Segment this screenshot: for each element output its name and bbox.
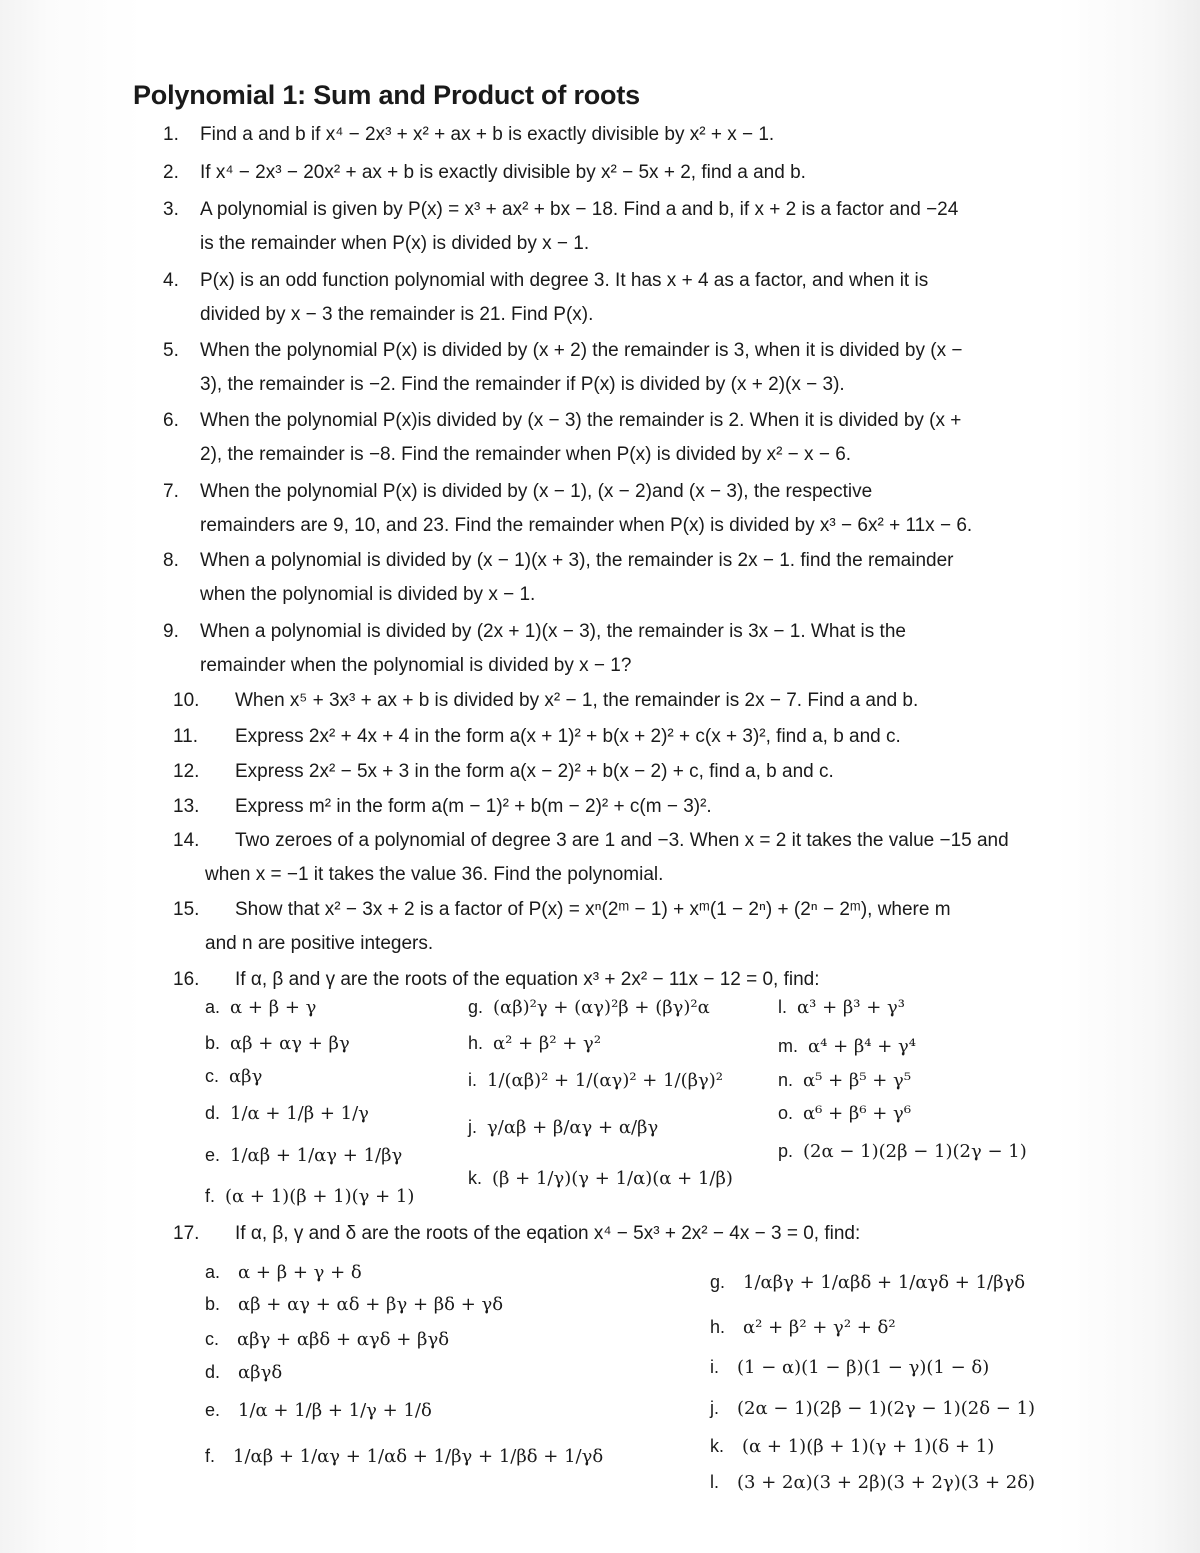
question-text-line: Express 2x² − 5x + 3 in the form a(x − 2)² + b(x − 2) + c, find a, b and c. [235,761,834,782]
part-label: g. [468,997,484,1017]
part-label: e. [205,1145,221,1165]
question-number: 1. [163,124,179,145]
question-text-line: Express m² in the form a(m − 1)² + b(m − 2)² + c(m − 3)². [235,796,712,817]
question-text-line: divided by x − 3 the remainder is 21. Find P(x). [200,304,594,325]
q16-part [205,1103,369,1124]
part-label: a. [205,1262,221,1282]
part-expression: 1/α + 1/β + 1/γ [230,1103,369,1124]
question-text-line: is the remainder when P(x) is divided by x − 1. [200,233,590,254]
part-expression: (1 − α)(1 − β)(1 − γ)(1 − δ) [737,1357,990,1378]
question-number: 12. [173,761,200,782]
q16-part [205,997,316,1018]
question-text-line: Express 2x² + 4x + 4 in the form a(x + 1)² + b(x + 2)² + c(x + 3)², find a, b and c. [235,726,901,747]
part-label: l. [778,997,787,1017]
question-text-line: Find a and b if x⁴ − 2x³ + x² + ax + b is exactly divisible by x² + x − 1. [200,124,775,145]
q16-part [468,1033,601,1054]
question-text-line: When the polynomial P(x) is divided by (x + 2) the remainder is 3, when it is divided by (x − [200,340,963,361]
question-number: 11. [173,726,199,747]
question-text-line: When a polynomial is divided by (2x + 1)(x − 3), the remainder is 3x − 1. What is the [200,621,906,642]
question-text-line: when the polynomial is divided by x − 1. [200,584,536,605]
part-label: d. [205,1362,221,1382]
question-text-line: When a polynomial is divided by (x − 1)(x + 3), the remainder is 2x − 1. find the remainder [200,550,954,571]
question-number: 16. [173,969,200,990]
question-number: 10. [173,690,200,711]
part-label: b. [205,1294,221,1314]
q16-part [205,1186,414,1207]
question-number: 3. [163,199,179,220]
question-text-line: When the polynomial P(x) is divided by (x − 1), (x − 2)and (x − 3), the respective [200,481,873,502]
question-number: 6. [163,410,179,431]
q17-part [710,1357,989,1378]
part-label: c. [205,1066,220,1086]
question-number: 17. [173,1223,200,1244]
part-label: o. [778,1103,794,1123]
q17-part [205,1362,282,1383]
q17-part [710,1436,994,1457]
part-label: d. [205,1103,221,1123]
question-text-line: If x⁴ − 2x³ − 20x² + ax + b is exactly divisible by x² − 5x + 2, find a and b. [200,162,806,183]
part-expression: 1/αβ + 1/αγ + 1/αδ + 1/βγ + 1/βδ + 1/γδ [233,1446,604,1467]
part-expression: αβγ [229,1066,263,1087]
part-expression: 1/(αβ)² + 1/(αγ)² + 1/(βγ)² [487,1070,724,1091]
part-expression: 1/αβ + 1/αγ + 1/βγ [230,1145,403,1166]
part-expression: (α + 1)(β + 1)(γ + 1) [225,1186,415,1207]
question-number: 13. [173,796,200,817]
q16-part [778,1141,1027,1162]
part-expression: αβ + αγ + αδ + βγ + βδ + γδ [238,1294,504,1315]
part-label: i. [468,1070,477,1090]
part-expression: α⁶ + β⁶ + γ⁶ [803,1103,912,1124]
question-number: 5. [163,340,179,361]
q16-part [468,997,710,1018]
q16-part [778,1036,916,1057]
q16-part [778,1103,911,1124]
q17-part [205,1446,603,1467]
part-expression: αβ + αγ + βγ [230,1033,350,1054]
part-label: p. [778,1141,794,1161]
question-text-line: If α, β and γ are the roots of the equation x³ + 2x² − 11x − 12 = 0, find: [235,969,820,990]
part-expression: (α + 1)(β + 1)(γ + 1)(δ + 1) [742,1436,995,1457]
question-text-line: A polynomial is given by P(x) = x³ + ax² + bx − 18. Find a and b, if x + 2 is a factor and −24 [200,199,959,220]
q17-part [710,1472,1035,1493]
part-expression: (2α − 1)(2β − 1)(2γ − 1)(2δ − 1) [737,1398,1036,1419]
part-label: i. [710,1357,719,1377]
part-label: h. [710,1317,726,1337]
question-text-line: 3), the remainder is −2. Find the remainder if P(x) is divided by (x + 2)(x − 3). [200,374,845,395]
question-number: 14. [173,830,200,851]
part-label: f. [205,1186,216,1206]
question-number: 15. [173,899,200,920]
part-label: a. [205,997,221,1017]
q17-part [205,1329,449,1350]
part-expression: 1/αβγ + 1/αβδ + 1/αγδ + 1/βγδ [743,1272,1026,1293]
q16-part [468,1168,733,1189]
page-title: Polynomial 1: Sum and Product of roots [133,80,640,110]
question-number: 8. [163,550,179,571]
q16-part [205,1145,402,1166]
part-label: h. [468,1033,484,1053]
q16-part [468,1070,723,1091]
part-expression: γ/αβ + β/αγ + α/βγ [487,1117,659,1138]
part-label: n. [778,1070,794,1090]
part-expression: αβγ + αβδ + αγδ + βγδ [237,1329,450,1350]
q17-part [205,1262,362,1283]
q17-part [205,1400,432,1421]
part-label: l. [710,1472,719,1492]
part-expression: (2α − 1)(2β − 1)(2γ − 1) [803,1141,1027,1162]
part-label: f. [205,1446,216,1466]
part-expression: (αβ)²γ + (αγ)²β + (βγ)²α [493,997,710,1018]
q16-part [468,1117,658,1138]
part-expression: α³ + β³ + γ³ [797,997,906,1018]
part-expression: α + β + γ + δ [238,1262,362,1283]
question-text-line: remainder when the polynomial is divided by x − 1? [200,655,632,676]
q17-part [710,1317,896,1338]
part-expression: α² + β² + γ² [493,1033,602,1054]
part-label: k. [710,1436,725,1456]
question-text-line: When x⁵ + 3x³ + ax + b is divided by x² − 1, the remainder is 2x − 7. Find a and b. [235,690,919,711]
q16-part [205,1066,262,1087]
part-expression: α⁴ + β⁴ + γ⁴ [808,1036,917,1057]
part-label: c. [205,1329,220,1349]
part-label: j. [468,1117,477,1137]
part-label: b. [205,1033,221,1053]
q16-part [778,1070,911,1091]
part-expression: (3 + 2α)(3 + 2β)(3 + 2γ)(3 + 2δ) [737,1472,1036,1493]
question-text-line: 2), the remainder is −8. Find the remainder when P(x) is divided by x² − x − 6. [200,444,852,465]
question-number: 4. [163,270,179,291]
q16-part [778,997,905,1018]
part-expression: α + β + γ [230,997,317,1018]
question-text-line: remainders are 9, 10, and 23. Find the remainder when P(x) is divided by x³ − 6x² + 11x − 6. [200,515,973,536]
part-expression: αβγδ [238,1362,283,1383]
q17-part [710,1272,1025,1293]
q16-part [205,1033,350,1054]
q17-part [205,1294,503,1315]
part-label: e. [205,1400,221,1420]
question-text-line: Two zeroes of a polynomial of degree 3 are 1 and −3. When x = 2 it takes the value −15 and [235,830,1009,851]
part-expression: α² + β² + γ² + δ² [743,1317,896,1338]
question-text-line: If α, β, γ and δ are the roots of the eqation x⁴ − 5x³ + 2x² − 4x − 3 = 0, find: [235,1223,861,1244]
question-text-line: and n are positive integers. [205,933,434,954]
q17-part [710,1398,1035,1419]
part-label: k. [468,1168,483,1188]
question-text-line: Show that x² − 3x + 2 is a factor of P(x) = xⁿ(2ᵐ − 1) + xᵐ(1 − 2ⁿ) + (2ⁿ − 2ᵐ), where m [235,899,951,920]
question-text-line: when x = −1 it takes the value 36. Find the polynomial. [205,864,664,885]
question-text-line: When the polynomial P(x)is divided by (x − 3) the remainder is 2. When it is divided by (x + [200,410,962,431]
question-number: 9. [163,621,179,642]
part-expression: (β + 1/γ)(γ + 1/α)(α + 1/β) [492,1168,733,1189]
part-label: j. [710,1398,719,1418]
question-text-line: P(x) is an odd function polynomial with degree 3. It has x + 4 as a factor, and when it is [200,270,929,291]
question-number: 7. [163,481,179,502]
part-expression: α⁵ + β⁵ + γ⁵ [803,1070,912,1091]
part-label: m. [778,1036,798,1056]
part-label: g. [710,1272,726,1292]
part-expression: 1/α + 1/β + 1/γ + 1/δ [238,1400,432,1421]
question-number: 2. [163,162,179,183]
